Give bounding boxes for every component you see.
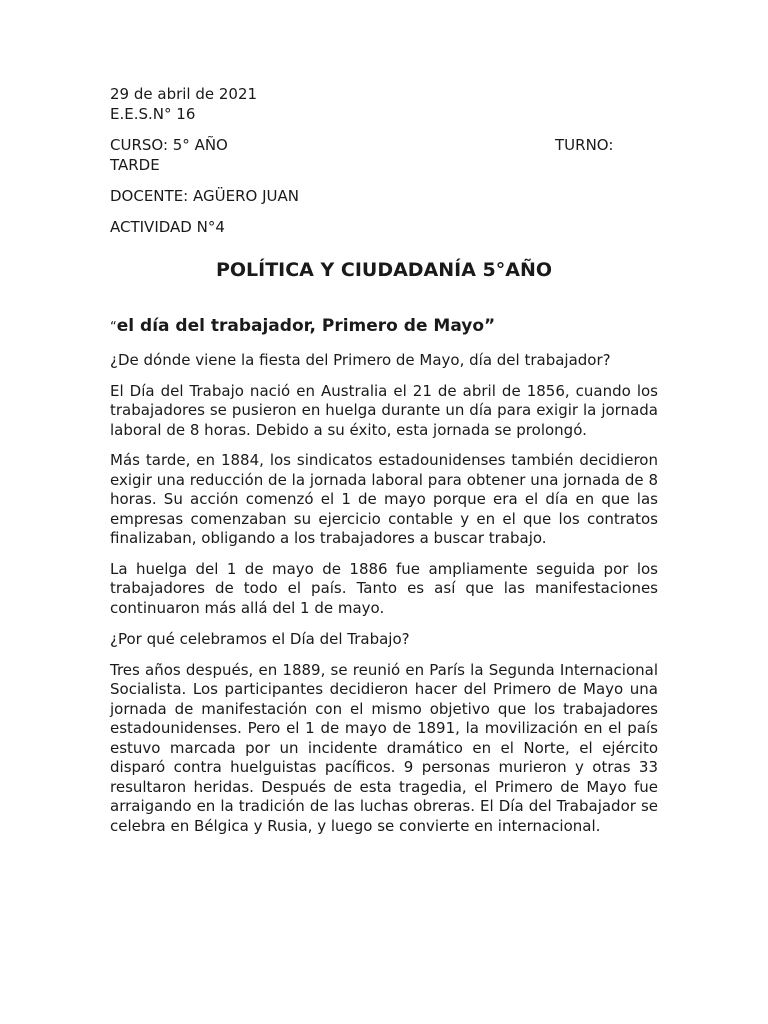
subtitle-text: el día del trabajador, Primero de Mayo” (116, 316, 496, 336)
document-date: 29 de abril de 2021 (110, 85, 258, 103)
paragraph-2: Más tarde, en 1884, los sindicatos estadounidenses también decidieron exigir una reducción de la jornada laboral para obtener una jornada de 8 horas. Su acción comenzó el 1 de mayo porque era el día en que las empresas comenzaban su ejercicio contable y en el que los contratos finalizaban, obligando a los trabajadores a buscar trabajo. (110, 451, 658, 547)
paragraph-1: El Día del Trabajo nació en Australia el 21 de abril de 1856, cuando los trabajadores se pusieron en huelga durante un día para exigir la jornada laboral de 8 horas. Debido a su éxito, esta jornada se prolongó. (110, 381, 658, 439)
course-label: CURSO: 5° AÑO (110, 136, 228, 154)
school-name: E.E.S.N° 16 (110, 105, 196, 123)
question-why: ¿Por qué celebramos el Día del Trabajo? (110, 630, 410, 648)
question-origin: ¿De dónde viene la fiesta del Primero de Mayo, día del trabajador? (110, 351, 611, 369)
page-title: POLÍTICA Y CIUDADANÍA 5°AÑO (215, 259, 553, 281)
section-subtitle (110, 315, 658, 339)
subtitle-open-quote: “ (110, 320, 117, 335)
paragraph-3: La huelga del 1 de mayo de 1886 fue ampliamente seguida por los trabajadores de todo el país. Tanto es así que las manifestaciones continuaron más allá del 1 de mayo. (110, 559, 658, 617)
teacher-name: DOCENTE: AGÜERO JUAN (110, 187, 299, 205)
activity-number: ACTIVIDAD N°4 (110, 218, 225, 236)
shift-label: TURNO: (555, 136, 614, 154)
course-row (110, 135, 658, 155)
paragraph-4: Tres años después, en 1889, se reunió en París la Segunda Internacional Socialista. Los participantes decidieron hacer del Primero de Mayo una jornada de manifestación con el mismo objetivo que los trabajadores estadounidenses. Pero el 1 de mayo de 1891, la movilización en el país estuvo marcada por un incidente dramático en el Norte, el ejército disparó contra huelguistas pacíficos. 9 personas murieron y otras 33 resultaron heridas. Después de esta tragedia, el Primero de Mayo fue arraigando en la tradición de las luchas obreras. El Día del Trabajador se celebra en Bélgica y Rusia, y luego se convierte en internacional. (110, 660, 658, 835)
shift-value: TARDE (110, 156, 160, 174)
document-content (110, 84, 658, 836)
